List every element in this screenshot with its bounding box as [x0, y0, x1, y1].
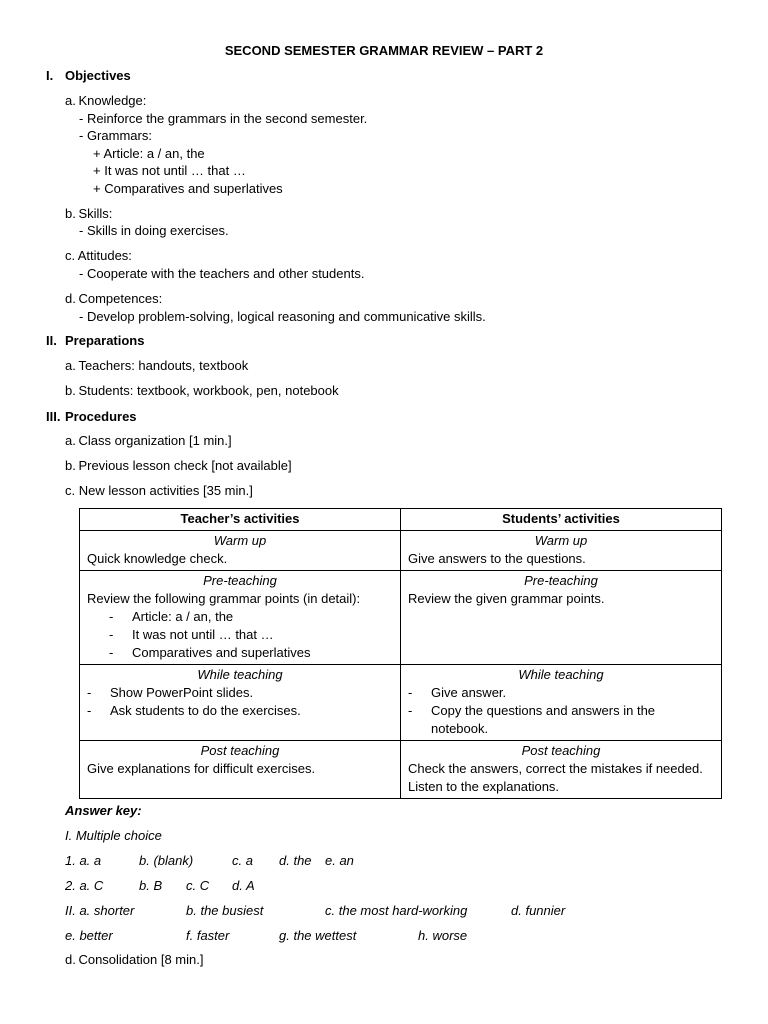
section-heading-objectives: Objectives — [65, 68, 131, 83]
teachers-preparation: a. Teachers: handouts, textbook — [65, 358, 249, 373]
previous-lesson-check: b. Previous lesson check [not available] — [65, 458, 292, 473]
section-number-preparations: II. — [46, 333, 57, 348]
answer-key-section: I. Multiple choice — [65, 828, 162, 843]
phase-label: Pre-teaching — [203, 573, 277, 588]
students-preparation: b. Students: textbook, workbook, pen, notebook — [65, 383, 339, 398]
list-item-text: Ask students to do the exercises. — [110, 703, 301, 718]
student-cell — [401, 741, 722, 799]
list-item-text: Give answer. — [431, 685, 507, 700]
list-item-text: Comparatives and superlatives — [132, 645, 311, 660]
student-activities-header: Students’ activities — [401, 509, 722, 531]
new-lesson-activities: c. New lesson activities [35 min.] — [65, 483, 253, 498]
list-item-text: Copy the questions and answers in the notebook. — [431, 703, 656, 736]
table-row-pre-teaching — [80, 571, 722, 665]
class-organization: a. Class organization [1 min.] — [65, 433, 232, 448]
attitudes-line: - Cooperate with the teachers and other students. — [79, 266, 365, 281]
teacher-cell — [80, 665, 401, 741]
list-item — [87, 684, 393, 702]
section-heading-procedures: Procedures — [65, 409, 137, 424]
knowledge-label: a. Knowledge: — [65, 93, 147, 108]
student-activity: Review the given grammar points. — [408, 591, 605, 606]
grammar-item: + Comparatives and superlatives — [93, 181, 283, 196]
teacher-activity: Quick knowledge check. — [87, 551, 228, 566]
section-number-procedures: III. — [46, 409, 61, 424]
bullet-dash: - — [109, 627, 114, 642]
teacher-cell — [80, 571, 401, 665]
bullet-dash: - — [408, 703, 413, 718]
table-row-warmup — [80, 531, 722, 571]
answer-item: e. an — [325, 853, 354, 868]
answer-item: d. A — [232, 878, 255, 893]
attitudes-label: c. Attitudes: — [65, 248, 132, 263]
bullet-dash: - — [408, 685, 413, 700]
teacher-cell — [80, 531, 401, 571]
answer-item: 1. a. a — [65, 853, 102, 868]
answer-item: c. a — [232, 853, 253, 868]
list-item-text: Article: a / an, the — [132, 609, 234, 624]
grammar-item: + It was not until … that … — [93, 163, 246, 178]
answer-item: b. (blank) — [139, 853, 194, 868]
grammar-item: + Article: a / an, the — [93, 146, 205, 161]
phase-label: Pre-teaching — [524, 573, 598, 588]
consolidation: d. Consolidation [8 min.] — [65, 952, 204, 967]
phase-label: While teaching — [197, 667, 283, 682]
teacher-cell — [80, 741, 401, 799]
list-item-text: Show PowerPoint slides. — [110, 685, 254, 700]
activities-table — [79, 508, 722, 799]
phase-label: While teaching — [518, 667, 604, 682]
teacher-activities-header: Teacher’s activities — [80, 509, 401, 531]
answer-item: h. worse — [418, 928, 468, 943]
answer-item: e. better — [65, 928, 113, 943]
section-number-objectives: I. — [46, 68, 54, 83]
bullet-dash: - — [109, 645, 114, 660]
bullet-dash: - — [87, 703, 92, 718]
student-cell — [401, 571, 722, 665]
knowledge-line: - Reinforce the grammars in the second semester. — [79, 111, 368, 126]
list-item — [408, 684, 714, 702]
answer-item: f. faster — [186, 928, 230, 943]
answer-item: g. the wettest — [279, 928, 357, 943]
list-item — [87, 608, 393, 626]
phase-label: Post teaching — [521, 743, 601, 758]
table-header-row — [80, 509, 722, 531]
phase-label: Warm up — [534, 533, 588, 548]
student-cell — [401, 665, 722, 741]
answer-item: d. the — [279, 853, 312, 868]
teacher-activity: Review the following grammar points (in detail): — [87, 591, 361, 606]
list-item-text: It was not until … that … — [132, 627, 274, 642]
phase-label: Warm up — [213, 533, 267, 548]
answer-item: b. B — [139, 878, 163, 893]
answer-key-heading: Answer key: — [65, 803, 142, 818]
answer-item: II. a. shorter — [65, 903, 135, 918]
answer-item: b. the busiest — [186, 903, 264, 918]
table-row-while-teaching — [80, 665, 722, 741]
list-item — [87, 644, 393, 662]
competences-label: d. Competences: — [65, 291, 163, 306]
grammars-line: - Grammars: — [79, 128, 152, 143]
answer-item: 2. a. C — [65, 878, 104, 893]
answer-item: c. C — [186, 878, 210, 893]
list-item — [87, 702, 393, 720]
skills-line: - Skills in doing exercises. — [79, 223, 229, 238]
section-heading-preparations: Preparations — [65, 333, 145, 348]
answer-item: d. funnier — [511, 903, 566, 918]
table-row-post-teaching — [80, 741, 722, 799]
teacher-activity: Give explanations for difficult exercises. — [87, 761, 316, 776]
page-title: SECOND SEMESTER GRAMMAR REVIEW – PART 2 — [224, 43, 544, 58]
bullet-dash: - — [109, 609, 114, 624]
student-activity: Check the answers, correct the mistakes if needed. Listen to the explanations. — [408, 761, 703, 794]
student-cell — [401, 531, 722, 571]
answer-item: c. the most hard-working — [325, 903, 468, 918]
list-item — [408, 702, 714, 738]
competences-line: - Develop problem-solving, logical reasoning and communicative skills. — [79, 309, 486, 324]
bullet-dash: - — [87, 685, 92, 700]
list-item — [87, 626, 393, 644]
student-activity: Give answers to the questions. — [408, 551, 586, 566]
skills-label: b. Skills: — [65, 206, 113, 221]
phase-label: Post teaching — [200, 743, 280, 758]
